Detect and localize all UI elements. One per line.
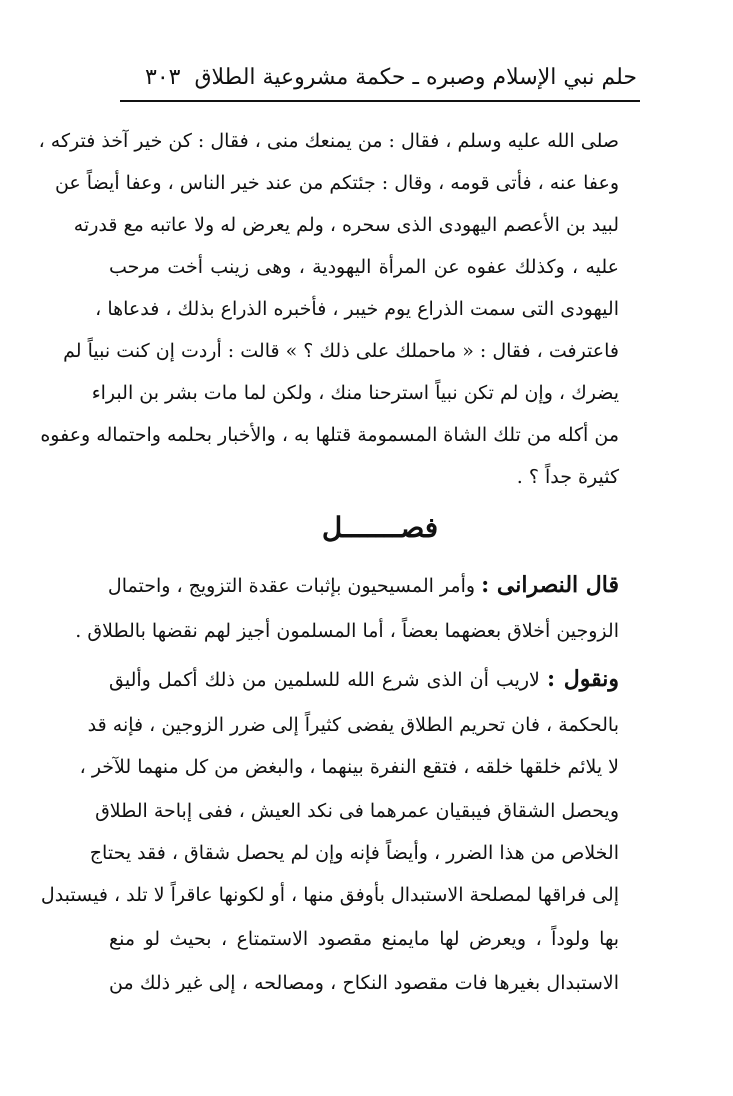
text-line: إلى فراقها لمصلحة الاستبدال بأوفق منها ، أو لكونها عاقراً لا تلد ، فيستبدل	[40, 884, 619, 906]
text-line: صلى الله عليه وسلم ، فقال : من يمنعك منى ، فقال : كن خير آخذ فتركه ،	[38, 130, 619, 152]
text-line: فاعترفت ، فقال : « ماحملك على ذلك ؟ » قالت : أردت إن كنت نبياً لم	[63, 340, 619, 362]
running-title: حلم نبي الإسلام وصبره ـ حكمة مشروعية الطلاق	[194, 65, 637, 90]
text-line: لبيد بن الأعصم اليهودى الذى سحره ، ولم يعرض له ولا عاتبه مع قدرته	[73, 214, 619, 236]
text-line: ويحصل الشقاق فيبقيان عمرهما فى نكد العيش ، ففى إباحة الطلاق	[95, 800, 619, 822]
text-line: لا يلائم خلقها خلقه ، فتقع النفرة بينهما ، والبغض من كل منهما للآخر ،	[79, 756, 619, 778]
text-line: عليه ، وكذلك عفوه عن المرأة اليهودية ، وهى زينب أخت مرحب	[109, 256, 619, 278]
text-line: من أكله من تلك الشاة المسمومة قتلها به ، والأخبار بحلمه واحتماله وعفوه	[40, 424, 619, 446]
text-line: الخلاص من هذا الضرر ، وأيضاً فإنه وإن لم يحصل شقاق ، فقد يحتاج	[89, 842, 619, 864]
text-line: بها ولوداً ، ويعرض لها مايمنع مقصود الاستمتاع ، بحيث لو منع	[109, 928, 619, 950]
text-line: كثيرة جداً ؟ .	[516, 466, 619, 488]
text-span: وأمر المسيحيون بإثبات عقدة التزويج ، واحتمال	[107, 575, 476, 597]
text-line: اليهودى التى سمت الذراع يوم خيبر ، فأخبره الذراع بذلك ، فدعاها ،	[95, 298, 619, 320]
text-line: وعفا عنه ، فأتى قومه ، وقال : جئتكم من عند خير الناس ، وعفا أيضاً عن	[54, 172, 619, 194]
page-number: ٣٠٣	[145, 65, 181, 90]
text-line: بالحكمة ، فان تحريم الطلاق يفضى كثيراً إلى ضرر الزوجين ، فإنه قد	[87, 714, 619, 736]
header-divider	[120, 100, 640, 102]
paragraph-first-line	[109, 662, 619, 696]
text-line: الزوجين أخلاق بعضهما بعضاً ، أما المسلمون أجيز لهم نقضها بالطلاق .	[75, 620, 619, 642]
speaker-label: ونقول :	[546, 666, 619, 692]
text-line: الاستبدال بغيرها فات مقصود النكاح ، ومصالحه ، إلى غير ذلك من	[109, 972, 619, 994]
text-line: يضرك ، وإن لم تكن نبياً استرحنا منك ، ولكن لما مات بشر بن البراء	[91, 382, 619, 404]
section-heading: فصـــــــل	[321, 511, 439, 544]
text-span: لاريب أن الذى شرع الله للسلمين من ذلك أكمل وأليق	[109, 669, 540, 691]
paragraph-first-line	[109, 568, 619, 602]
speaker-label: قال النصرانى :	[481, 572, 619, 598]
running-header	[125, 56, 637, 100]
